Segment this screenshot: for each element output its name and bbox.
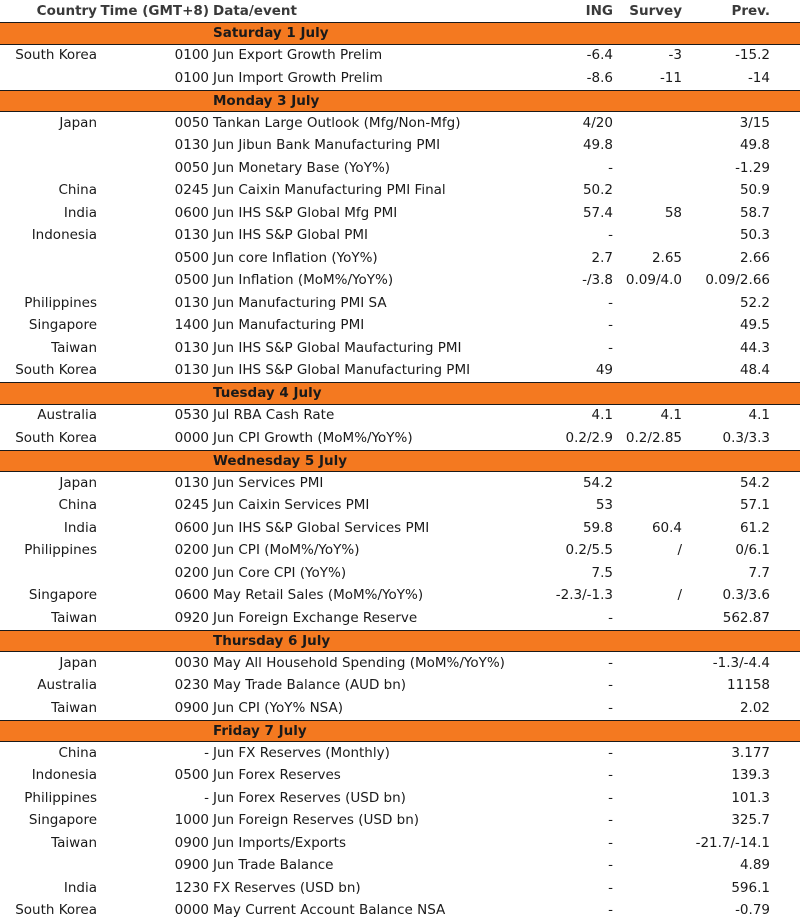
cell-time: 0245 xyxy=(97,497,209,513)
cell-time: - xyxy=(97,745,209,761)
cell-country: Philippines xyxy=(0,542,97,558)
day-label: Monday 3 July xyxy=(209,93,548,109)
cell-ing: 0.2/2.9 xyxy=(548,430,613,446)
cell-ing: - xyxy=(548,655,613,671)
cell-country: Japan xyxy=(0,475,97,491)
cell-event: Jun Forex Reserves (USD bn) xyxy=(209,790,548,806)
cell-event: Jun Manufacturing PMI xyxy=(209,317,548,333)
cell-ing: - xyxy=(548,295,613,311)
table-header-row xyxy=(0,0,800,22)
cell-prev: 50.9 xyxy=(682,182,800,198)
cell-prev: 596.1 xyxy=(682,880,800,896)
cell-ing: - xyxy=(548,317,613,333)
cell-time: 0900 xyxy=(97,835,209,851)
cell-event: Jun Inflation (MoM%/YoY%) xyxy=(209,272,548,288)
cell-prev: 3/15 xyxy=(682,115,800,131)
cell-time: 0130 xyxy=(97,362,209,378)
cell-time: 1000 xyxy=(97,812,209,828)
cell-prev: 2.66 xyxy=(682,250,800,266)
cell-survey: 2.65 xyxy=(613,250,682,266)
cell-time: 0200 xyxy=(97,542,209,558)
cell-time: 0500 xyxy=(97,767,209,783)
cell-event: Jun IHS S&P Global PMI xyxy=(209,227,548,243)
cell-country: Philippines xyxy=(0,295,97,311)
cell-country: India xyxy=(0,880,97,896)
table-row xyxy=(0,877,800,900)
table-row xyxy=(0,360,800,383)
cell-prev: 4.89 xyxy=(682,857,800,873)
cell-event: Jun IHS S&P Global Services PMI xyxy=(209,520,548,536)
cell-ing: - xyxy=(548,610,613,626)
day-label: Friday 7 July xyxy=(209,723,548,739)
cell-prev: 50.3 xyxy=(682,227,800,243)
cell-country: Japan xyxy=(0,655,97,671)
table-row xyxy=(0,585,800,608)
cell-prev: 0.09/2.66 xyxy=(682,272,800,288)
cell-ing: 7.5 xyxy=(548,565,613,581)
cell-event: Jun IHS S&P Global Manufacturing PMI xyxy=(209,362,548,378)
cell-prev: 325.7 xyxy=(682,812,800,828)
cell-ing: - xyxy=(548,835,613,851)
cell-ing: 57.4 xyxy=(548,205,613,221)
cell-ing: - xyxy=(548,790,613,806)
table-row xyxy=(0,112,800,135)
table-row xyxy=(0,202,800,225)
day-section-header xyxy=(0,382,800,405)
cell-survey: / xyxy=(613,587,682,603)
cell-time: 0245 xyxy=(97,182,209,198)
cell-event: Jun Foreign Reserves (USD bn) xyxy=(209,812,548,828)
cell-country: India xyxy=(0,205,97,221)
header-time: Time (GMT+8) xyxy=(97,3,209,19)
header-prev: Prev. xyxy=(682,3,800,19)
day-label: Wednesday 5 July xyxy=(209,453,548,469)
table-row xyxy=(0,405,800,428)
table-row xyxy=(0,652,800,675)
cell-event: Jun Import Growth Prelim xyxy=(209,70,548,86)
cell-event: May Trade Balance (AUD bn) xyxy=(209,677,548,693)
cell-time: 0050 xyxy=(97,160,209,176)
cell-time: 1400 xyxy=(97,317,209,333)
cell-ing: 49.8 xyxy=(548,137,613,153)
cell-country: Taiwan xyxy=(0,835,97,851)
cell-prev: -1.29 xyxy=(682,160,800,176)
cell-time: - xyxy=(97,790,209,806)
table-row xyxy=(0,270,800,293)
cell-survey: 4.1 xyxy=(613,407,682,423)
cell-time: 0900 xyxy=(97,700,209,716)
cell-ing: 50.2 xyxy=(548,182,613,198)
cell-prev: 101.3 xyxy=(682,790,800,806)
cell-ing: - xyxy=(548,745,613,761)
table-row xyxy=(0,517,800,540)
day-section-header xyxy=(0,630,800,653)
cell-prev: 11158 xyxy=(682,677,800,693)
day-label: Thursday 6 July xyxy=(209,633,548,649)
cell-ing: - xyxy=(548,340,613,356)
cell-country: South Korea xyxy=(0,902,97,918)
cell-prev: 3.177 xyxy=(682,745,800,761)
table-row xyxy=(0,697,800,720)
cell-ing: 49 xyxy=(548,362,613,378)
cell-ing: 53 xyxy=(548,497,613,513)
cell-event: Jun Manufacturing PMI SA xyxy=(209,295,548,311)
cell-prev: 2.02 xyxy=(682,700,800,716)
cell-prev: -0.79 xyxy=(682,902,800,918)
cell-prev: 49.5 xyxy=(682,317,800,333)
cell-prev: 49.8 xyxy=(682,137,800,153)
cell-survey: 60.4 xyxy=(613,520,682,536)
cell-time: 0000 xyxy=(97,430,209,446)
cell-time: 0000 xyxy=(97,902,209,918)
cell-country: Taiwan xyxy=(0,340,97,356)
cell-event: Jun Caixin Services PMI xyxy=(209,497,548,513)
cell-prev: -15.2 xyxy=(682,47,800,63)
cell-ing: - xyxy=(548,677,613,693)
cell-time: 0500 xyxy=(97,272,209,288)
cell-time: 0130 xyxy=(97,137,209,153)
table-row xyxy=(0,292,800,315)
cell-event: May Retail Sales (MoM%/YoY%) xyxy=(209,587,548,603)
cell-event: Jun Monetary Base (YoY%) xyxy=(209,160,548,176)
cell-prev: 139.3 xyxy=(682,767,800,783)
cell-survey: / xyxy=(613,542,682,558)
day-section-header xyxy=(0,90,800,113)
cell-time: 0230 xyxy=(97,677,209,693)
cell-event: Tankan Large Outlook (Mfg/Non-Mfg) xyxy=(209,115,548,131)
cell-time: 0600 xyxy=(97,587,209,603)
cell-country: Singapore xyxy=(0,317,97,333)
cell-ing: -/3.8 xyxy=(548,272,613,288)
cell-time: 0600 xyxy=(97,520,209,536)
cell-ing: - xyxy=(548,227,613,243)
cell-prev: 4.1 xyxy=(682,407,800,423)
table-row xyxy=(0,832,800,855)
cell-ing: 4.1 xyxy=(548,407,613,423)
cell-event: Jun Services PMI xyxy=(209,475,548,491)
table-row xyxy=(0,315,800,338)
cell-ing: 2.7 xyxy=(548,250,613,266)
table-row xyxy=(0,157,800,180)
table-row xyxy=(0,247,800,270)
cell-country: Singapore xyxy=(0,812,97,828)
cell-event: Jun Foreign Exchange Reserve xyxy=(209,610,548,626)
cell-event: Jun Caixin Manufacturing PMI Final xyxy=(209,182,548,198)
cell-event: Jun CPI (YoY% NSA) xyxy=(209,700,548,716)
table-row xyxy=(0,787,800,810)
cell-event: Jun Trade Balance xyxy=(209,857,548,873)
cell-ing: -6.4 xyxy=(548,47,613,63)
cell-event: Jun Export Growth Prelim xyxy=(209,47,548,63)
table-row xyxy=(0,540,800,563)
cell-prev: 52.2 xyxy=(682,295,800,311)
cell-country: China xyxy=(0,745,97,761)
cell-event: Jun Imports/Exports xyxy=(209,835,548,851)
table-row xyxy=(0,337,800,360)
cell-time: 0050 xyxy=(97,115,209,131)
cell-time: 0600 xyxy=(97,205,209,221)
cell-country: China xyxy=(0,182,97,198)
table-row xyxy=(0,900,800,922)
cell-prev: -14 xyxy=(682,70,800,86)
header-event: Data/event xyxy=(209,3,548,19)
cell-prev: 7.7 xyxy=(682,565,800,581)
day-section-header xyxy=(0,450,800,473)
cell-country: Indonesia xyxy=(0,227,97,243)
cell-survey: 58 xyxy=(613,205,682,221)
table-row xyxy=(0,562,800,585)
cell-ing: 4/20 xyxy=(548,115,613,131)
cell-country: Japan xyxy=(0,115,97,131)
day-section-header xyxy=(0,22,800,45)
cell-event: Jun Core CPI (YoY%) xyxy=(209,565,548,581)
cell-ing: 54.2 xyxy=(548,475,613,491)
cell-ing: -8.6 xyxy=(548,70,613,86)
table-body xyxy=(0,22,800,922)
cell-time: 0130 xyxy=(97,340,209,356)
cell-prev: -1.3/-4.4 xyxy=(682,655,800,671)
cell-country: South Korea xyxy=(0,430,97,446)
header-ing: ING xyxy=(548,3,613,19)
cell-country: South Korea xyxy=(0,362,97,378)
cell-country: Indonesia xyxy=(0,767,97,783)
cell-event: Jun Jibun Bank Manufacturing PMI xyxy=(209,137,548,153)
table-row xyxy=(0,675,800,698)
cell-time: 0130 xyxy=(97,295,209,311)
table-row xyxy=(0,765,800,788)
table-row xyxy=(0,472,800,495)
cell-country: Australia xyxy=(0,407,97,423)
table-row xyxy=(0,180,800,203)
cell-ing: - xyxy=(548,880,613,896)
cell-ing: - xyxy=(548,160,613,176)
table-row xyxy=(0,810,800,833)
cell-survey: -11 xyxy=(613,70,682,86)
cell-event: Jun IHS S&P Global Mfg PMI xyxy=(209,205,548,221)
cell-survey: 0.2/2.85 xyxy=(613,430,682,446)
cell-ing: 59.8 xyxy=(548,520,613,536)
cell-country: Philippines xyxy=(0,790,97,806)
cell-prev: 61.2 xyxy=(682,520,800,536)
table-row xyxy=(0,225,800,248)
cell-ing: - xyxy=(548,767,613,783)
table-row xyxy=(0,855,800,878)
cell-prev: 57.1 xyxy=(682,497,800,513)
cell-time: 0200 xyxy=(97,565,209,581)
day-label: Tuesday 4 July xyxy=(209,385,548,401)
cell-country: Taiwan xyxy=(0,700,97,716)
day-label: Saturday 1 July xyxy=(209,25,548,41)
cell-event: May All Household Spending (MoM%/YoY%) xyxy=(209,655,548,671)
table-row xyxy=(0,742,800,765)
cell-time: 0100 xyxy=(97,47,209,63)
cell-country: China xyxy=(0,497,97,513)
cell-prev: 0.3/3.3 xyxy=(682,430,800,446)
cell-country: India xyxy=(0,520,97,536)
cell-prev: -21.7/-14.1 xyxy=(682,835,800,851)
cell-event: Jun core Inflation (YoY%) xyxy=(209,250,548,266)
cell-country: Taiwan xyxy=(0,610,97,626)
table-row xyxy=(0,45,800,68)
cell-event: Jun IHS S&P Global Maufacturing PMI xyxy=(209,340,548,356)
cell-prev: 44.3 xyxy=(682,340,800,356)
cell-time: 0030 xyxy=(97,655,209,671)
cell-ing: - xyxy=(548,902,613,918)
cell-event: Jun FX Reserves (Monthly) xyxy=(209,745,548,761)
cell-event: May Current Account Balance NSA xyxy=(209,902,548,918)
cell-prev: 48.4 xyxy=(682,362,800,378)
cell-event: Jun Forex Reserves xyxy=(209,767,548,783)
cell-survey: 0.09/4.0 xyxy=(613,272,682,288)
cell-country: Australia xyxy=(0,677,97,693)
cell-ing: - xyxy=(548,700,613,716)
table-row xyxy=(0,495,800,518)
cell-time: 0900 xyxy=(97,857,209,873)
cell-time: 0500 xyxy=(97,250,209,266)
cell-prev: 54.2 xyxy=(682,475,800,491)
cell-ing: 0.2/5.5 xyxy=(548,542,613,558)
cell-prev: 562.87 xyxy=(682,610,800,626)
cell-event: FX Reserves (USD bn) xyxy=(209,880,548,896)
table-row xyxy=(0,67,800,90)
table-row xyxy=(0,135,800,158)
cell-prev: 0.3/3.6 xyxy=(682,587,800,603)
cell-event: Jun CPI Growth (MoM%/YoY%) xyxy=(209,430,548,446)
cell-country: South Korea xyxy=(0,47,97,63)
cell-prev: 58.7 xyxy=(682,205,800,221)
cell-time: 0530 xyxy=(97,407,209,423)
cell-ing: - xyxy=(548,812,613,828)
cell-country: Singapore xyxy=(0,587,97,603)
cell-time: 0920 xyxy=(97,610,209,626)
cell-time: 0130 xyxy=(97,475,209,491)
cell-event: Jul RBA Cash Rate xyxy=(209,407,548,423)
cell-survey: -3 xyxy=(613,47,682,63)
cell-event: Jun CPI (MoM%/YoY%) xyxy=(209,542,548,558)
table-row xyxy=(0,607,800,630)
day-section-header xyxy=(0,720,800,743)
cell-prev: 0/6.1 xyxy=(682,542,800,558)
cell-ing: - xyxy=(548,857,613,873)
header-survey: Survey xyxy=(613,3,682,19)
header-country: Country xyxy=(0,3,97,19)
cell-time: 0130 xyxy=(97,227,209,243)
cell-time: 1230 xyxy=(97,880,209,896)
cell-time: 0100 xyxy=(97,70,209,86)
cell-ing: -2.3/-1.3 xyxy=(548,587,613,603)
table-row xyxy=(0,427,800,450)
